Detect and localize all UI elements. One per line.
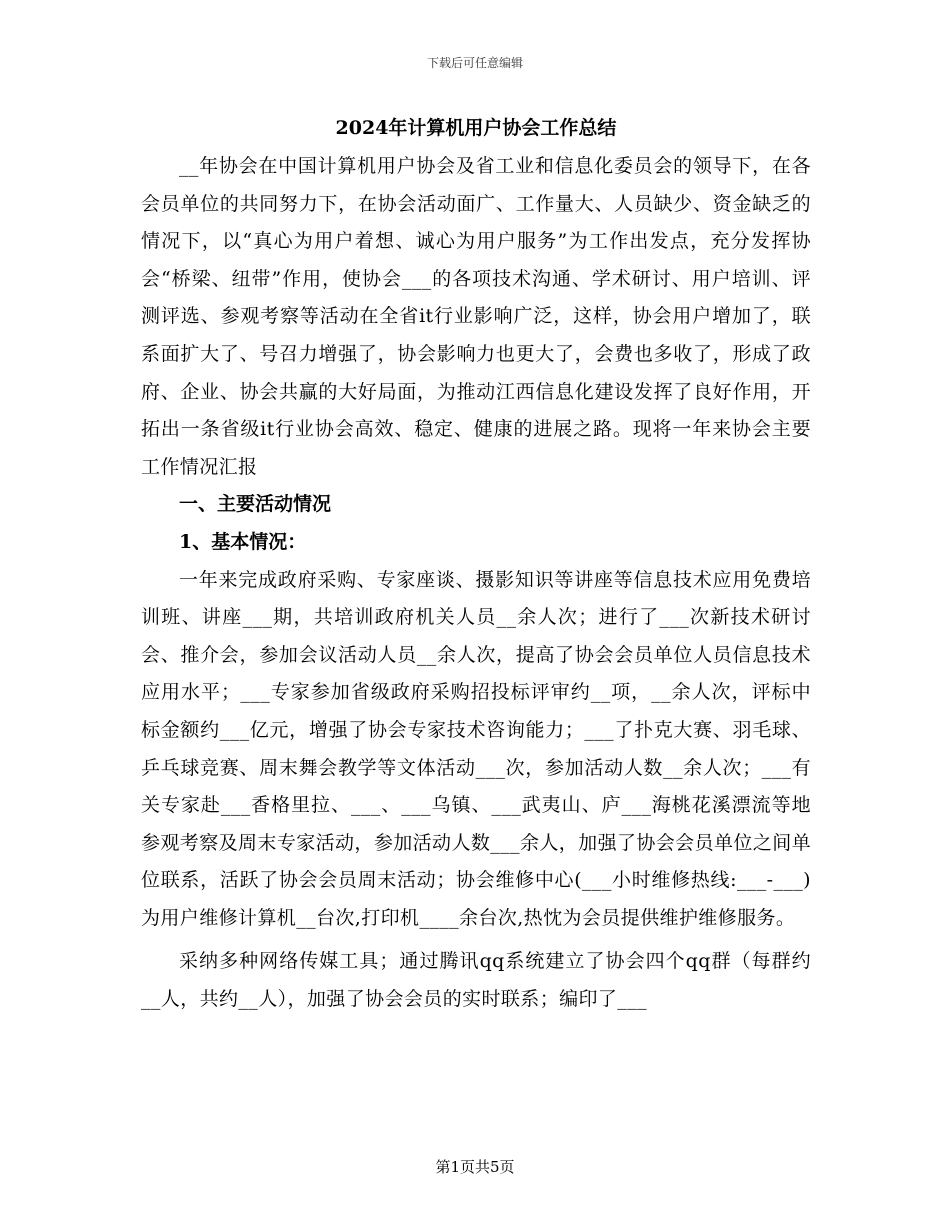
media-paragraph: 采纳多种网络传媒工具；通过腾讯qq系统建立了协会四个qq群（每群约__人，共约__人），加强了协会会员的实时联系；编印了___ xyxy=(141,950,811,1011)
section-heading: 一、主要活动情况 xyxy=(179,493,332,516)
subsection-heading: 1、基本情况： xyxy=(179,530,307,553)
document-title: 2024年计算机用户协会工作总结 xyxy=(335,117,617,139)
document-body xyxy=(141,110,811,1019)
activities-paragraph: 一年来完成政府采购、专家座谈、摄影知识等讲座等信息技术应用免费培训班、讲座___期，共培训政府机关人员__余人次；进行了___次新技术研讨会、推介会，参加会议活动人员__余人次，提高了协会会员单位人员信息技术应用水平；___专家参加省级政府采购招投标评审约__项，__余人次，评标中标金额约___亿元，增强了协会专家技术咨询能力；___了扑克大赛、羽毛球、乒乓球竞赛、周末舞会教学等文体活动___次，参加活动人数__余人次；___有关专家赴___香格里拉、___、___乌镇、___武夷山、庐___海桃花溪漂流等地参观考察及周末专家活动，参加活动人数___余人，加强了协会会员单位之间单位联系，活跃了协会会员周末活动；协会维修中心(___小时维修热线:___-___)为用户维修计算机__台次,打印机____余台次,热忱为会员提供维护维修服务。 xyxy=(141,568,811,929)
intro-paragraph: __年协会在中国计算机用户协会及省工业和信息化委员会的领导下，在各会员单位的共同努力下，在协会活动面广、工作量大、人员缺少、资金缺乏的情况下，以“真心为用户着想、诚心为用户服务”为工作出发点，充分发挥协会“桥梁、纽带”作用，使协会___的各项技术沟通、学术研讨、用户培训、评测评选、参观考察等活动在全省it行业影响广泛，这样，协会用户增加了，联系面扩大了、号召力增强了，协会影响力也更大了，会费也多收了，形成了政府、企业、协会共赢的大好局面，为推动江西信息化建设发挥了良好作用，开拓出一条省级it行业协会高效、稳定、健康的进展之路。现将一年来协会主要工作情况汇报 xyxy=(141,155,811,478)
page-footer: 第1页共5页 xyxy=(435,1158,515,1176)
page-header: 下载后可任意编辑 xyxy=(426,56,523,70)
